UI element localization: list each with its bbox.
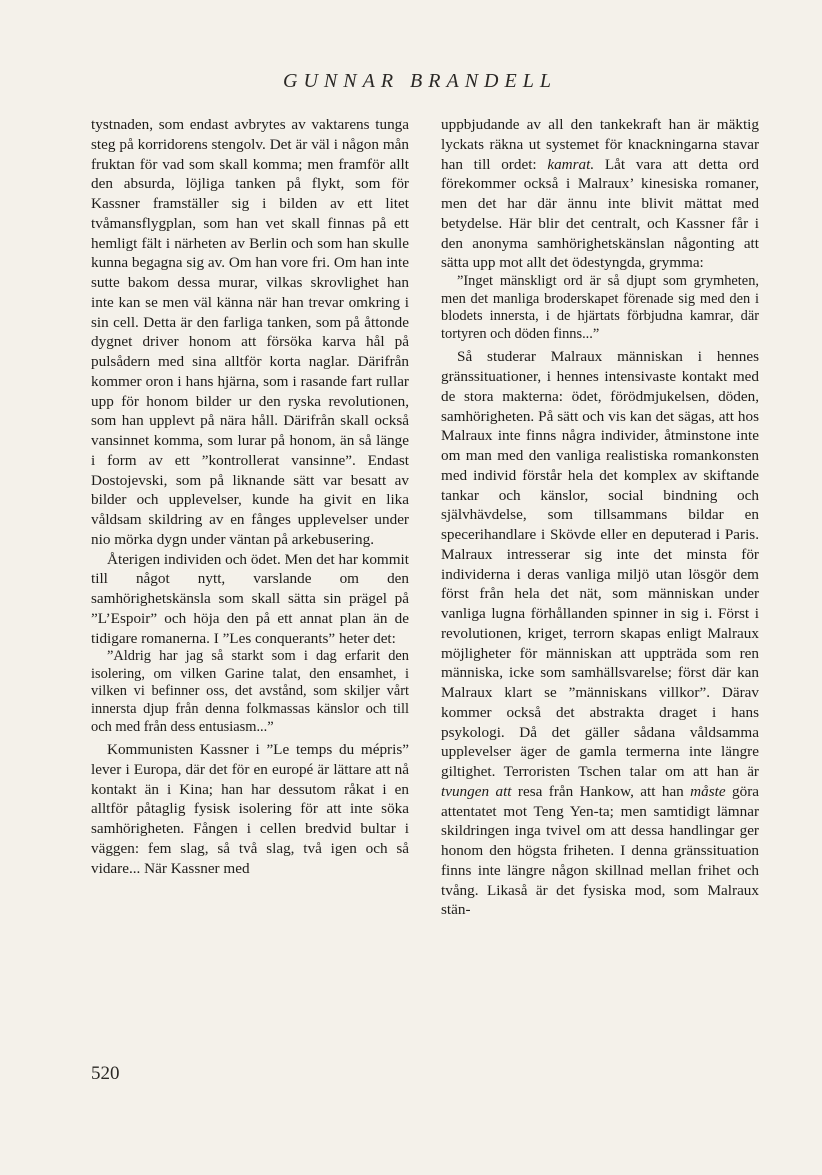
left-block-quote: ”Aldrig har jag så starkt som i dag erfarit den isolering, om vilken Garine talat, den ensamhet, i vilken vi befinner oss, det avstånd, som skiljer vårt innersta djup från denna folkmassas känslor och till och med från dess entusiasm...” xyxy=(91,648,409,735)
right-paragraph-2-text-a: Så studerar Malraux människan i hennes gränssituationer, i hennes intensivaste kontakt med de stora makterna: ödet, förödmjukelsen, döden, samhörigheten. På sätt och vis kan det sägas, att hos Malraux inte finns några individer, åtminstone inte om man med den vanliga realistiska romankonsten med individ förstår hela det komplex av skiftande tankar och känslor, social bindning och självhävdelse, som tillsammans bildar en specerihandlare i Skövde eller en deputerad i Paris. Malraux intresserar sig inte det minsta för individerna i deras vanliga miljö utan lösgör dem först från hela det nät, som människan under vanliga lugna förhållanden spinner in sig i. Först i revolutionen, kriget, terrorn skapas enligt Malraux möjligheter för människan att uppträda som ren människa, icke som samhällsvarelse; först där kan Malraux klart se ”människans villkor”. Därav kommer också det abstrakta draget i hans psykologi. Då det gäller sådana våldsamma upplevelser äger de gamla termerna inte längre giltighet. Terroristen Tschen talar om att han är xyxy=(441,348,759,781)
left-column xyxy=(91,115,409,878)
right-column xyxy=(441,115,759,920)
right-paragraph-1-text-b: Låt vara att detta ord förekommer också i Malraux’ kinesiska romaner, men det har där ännu inte blivit mättat med betydelse. Här blir det centralt, och Kassner får i den anonyma samhörighetskänslan någonting att sätta upp mot allt det ödestyngda, grymma: xyxy=(441,155,759,272)
right-block-quote: ”Inget mänskligt ord är så djupt som grymheten, men det manliga broderskapet förenade sig med den i blodets innersta, i de hjärtats förbjudna kamrar, där tortyren och döden finns...” xyxy=(441,273,759,342)
right-paragraph-2-emphasis-2: måste xyxy=(690,782,726,800)
right-paragraph-1-emphasis: kamrat. xyxy=(547,155,595,173)
running-head: GUNNAR BRANDELL xyxy=(283,70,557,92)
right-paragraph-2 xyxy=(441,347,759,920)
right-paragraph-2-text-b: resa från Hankow, att han xyxy=(511,782,691,800)
left-paragraph-2: Återigen individen och ödet. Men det har kommit till något nytt, varslande om den samhörighetskänsla som skall sätta sin prägel på ”L’Espoir” och höja den på ett annat plan än de tidigare romanerna. I ”Les conquerants” heter det: xyxy=(91,550,409,647)
right-paragraph-1 xyxy=(441,115,759,273)
right-paragraph-2-emphasis-1: tvungen att xyxy=(441,782,512,800)
right-paragraph-1-text-a: uppbjudande av all den tankekraft han är mäktig lyckats räkna ut systemet för knackningarna stavar han till ordet: xyxy=(441,116,759,173)
left-paragraph-1: tystnaden, som endast avbrytes av vaktarens tunga steg på korridorens stengolv. Det är väl i någon mån fruktan för vad som skall komma; men framför allt den absurda, löjliga tanken på flykt, som för Kassner framställer sig i bilden av ett litet tvåmansflygplan, som han vet skall finnas på ett hemligt fält i närheten av Berlin och som han skulle kunna begagna sig av. Om han vore fri. Om han inte sutte bakom dessa murar, vilkas skrovlighet han inte kan se men väl känna när han trevar omkring i sin cell. Detta är den farliga tanken, som på åttonde dygnet driver honom att försöka karva hål på pulsådern med sina alltför korta naglar. Därifrån kommer oron i hans hjärna, som i rasande fart rullar upp för honom bilder ur den ryska revolutionen, som han upplevt på nära håll. Därifrån skall också vansinnet komma, som lurar på honom, än så länge i form av ett ”kontrollerat vansinne”. Endast Dostojevski, som på liknande sätt var besatt av bilder och upplevelser, kunde ha givit en lika våldsam skildring av en fånges upplevelser under nio mörka dygn under väntan på arkebusering. xyxy=(91,116,409,548)
left-paragraph-3: Kommunisten Kassner i ”Le temps du mépris” lever i Europa, där det för en europé är lättare att nå kontakt än i Kina; han har dessutom råkat i en alltför påtaglig fysisk isolering för att inte söka samhörigheten. Fången i cellen bredvid bultar i väggen: fem slag, så två slag, två igen och så vidare... När Kassner med xyxy=(91,741,409,877)
right-paragraph-2-text-c: göra attentatet mot Teng Yen-ta; men samtidigt lämnar skildringen inga tvivel om att dessa handlingar ger honom den högsta friheten. I denna gränssituation finns inte längre någon skillnad mellan frihet och tvång. Likaså är det fysiska mod, som Malraux stän- xyxy=(441,782,759,919)
page-number: 520 xyxy=(91,1063,120,1084)
